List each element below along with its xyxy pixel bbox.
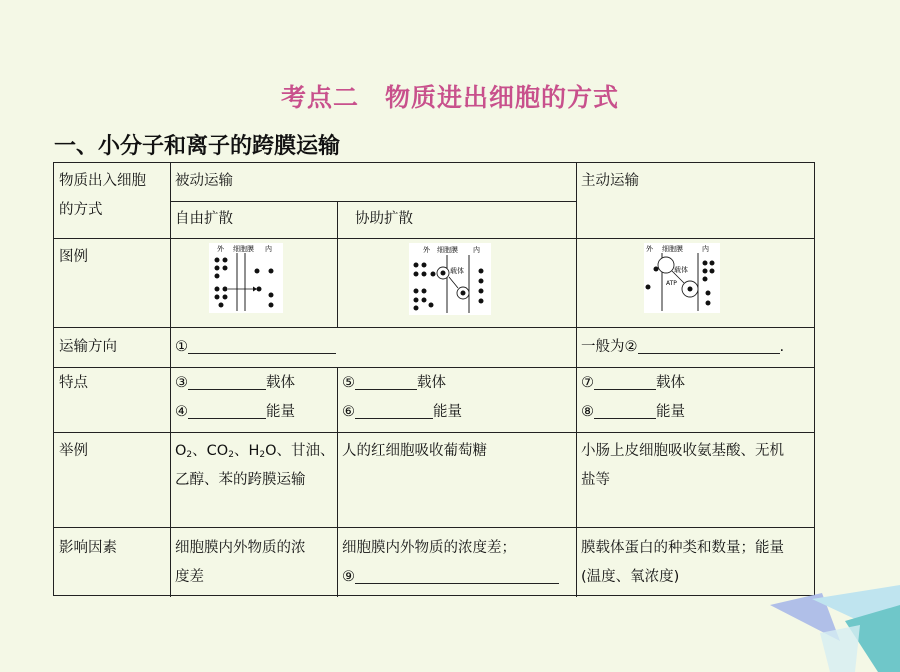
row-label-examples: 举例 [59, 443, 88, 459]
answer-blank-3[interactable] [188, 373, 266, 390]
inside-label: 内 [473, 246, 480, 254]
facilitated-factors: 细胞膜内外物质的浓度差； ⑨ [342, 534, 559, 592]
answer-blank-8[interactable] [594, 402, 656, 419]
answer-blank-2[interactable] [638, 337, 780, 354]
inside-label: 内 [702, 245, 709, 253]
answer-blank-7[interactable] [594, 373, 656, 390]
row-label-diagram: 图例 [59, 249, 88, 265]
facilitated-examples: 人的红细胞吸收葡萄糖 [342, 443, 487, 459]
answer-blank-1[interactable] [188, 337, 336, 354]
facilitated-diffusion-header: 协助扩散 [355, 211, 413, 227]
membrane-label: 细胞膜 [437, 246, 458, 254]
row-label-factors: 影响因素 [59, 540, 117, 556]
transport-table [53, 162, 815, 596]
carrier-label: 载体 [450, 267, 464, 275]
inside-label: 内 [265, 245, 272, 253]
passive-direction: ① [175, 333, 336, 362]
atp-label: ATP [666, 280, 677, 287]
membrane-label: 细胞膜 [233, 245, 254, 253]
row-label-direction: 运输方向 [59, 339, 117, 355]
answer-blank-6[interactable] [355, 402, 433, 419]
active-transport-diagram [644, 243, 720, 313]
answer-blank-9[interactable] [355, 567, 559, 584]
corner-decoration [760, 585, 900, 672]
free-diffusion-diagram [209, 243, 283, 313]
outside-label: 外 [217, 245, 224, 253]
outside-label: 外 [646, 245, 653, 253]
active-features: ⑦ 载体 ⑧ 能量 [581, 375, 685, 420]
free-diffusion-examples: $O_2$、$CO_2$、$H_2O$、甘油、 乙醇、苯的跨膜运输 [175, 443, 335, 488]
active-factors: 膜载体蛋白的种类和数量；能量 (温度、氧浓度) [581, 540, 784, 585]
membrane-label: 细胞膜 [662, 245, 683, 253]
active-examples: 小肠上皮细胞吸收氨基酸、无机 盐等 [581, 443, 784, 488]
page-title: 考点二 物质进出细胞的方式 [280, 83, 619, 112]
carrier-label: 载体 [674, 266, 688, 274]
active-transport-header: 主动运输 [581, 173, 639, 189]
row-label-method: 物质出入细胞 的方式 [59, 173, 146, 218]
row-label-features: 特点 [59, 375, 88, 391]
free-diffusion-factors: 细胞膜内外物质的浓 度差 [175, 540, 306, 585]
answer-blank-4[interactable] [188, 402, 266, 419]
outside-label: 外 [423, 246, 430, 254]
facilitated-features: ⑤ 载体 ⑥ 能量 [342, 375, 462, 420]
passive-transport-header: 被动运输 [175, 173, 233, 189]
section-heading: 一、小分子和离子的跨膜运输 [54, 134, 341, 159]
free-diffusion-features: ③ 载体 ④ 能量 [175, 375, 295, 420]
facilitated-diffusion-diagram [409, 243, 491, 315]
free-diffusion-header: 自由扩散 [175, 211, 233, 227]
answer-blank-5[interactable] [355, 373, 417, 390]
active-direction: 一般为② . [581, 339, 785, 355]
